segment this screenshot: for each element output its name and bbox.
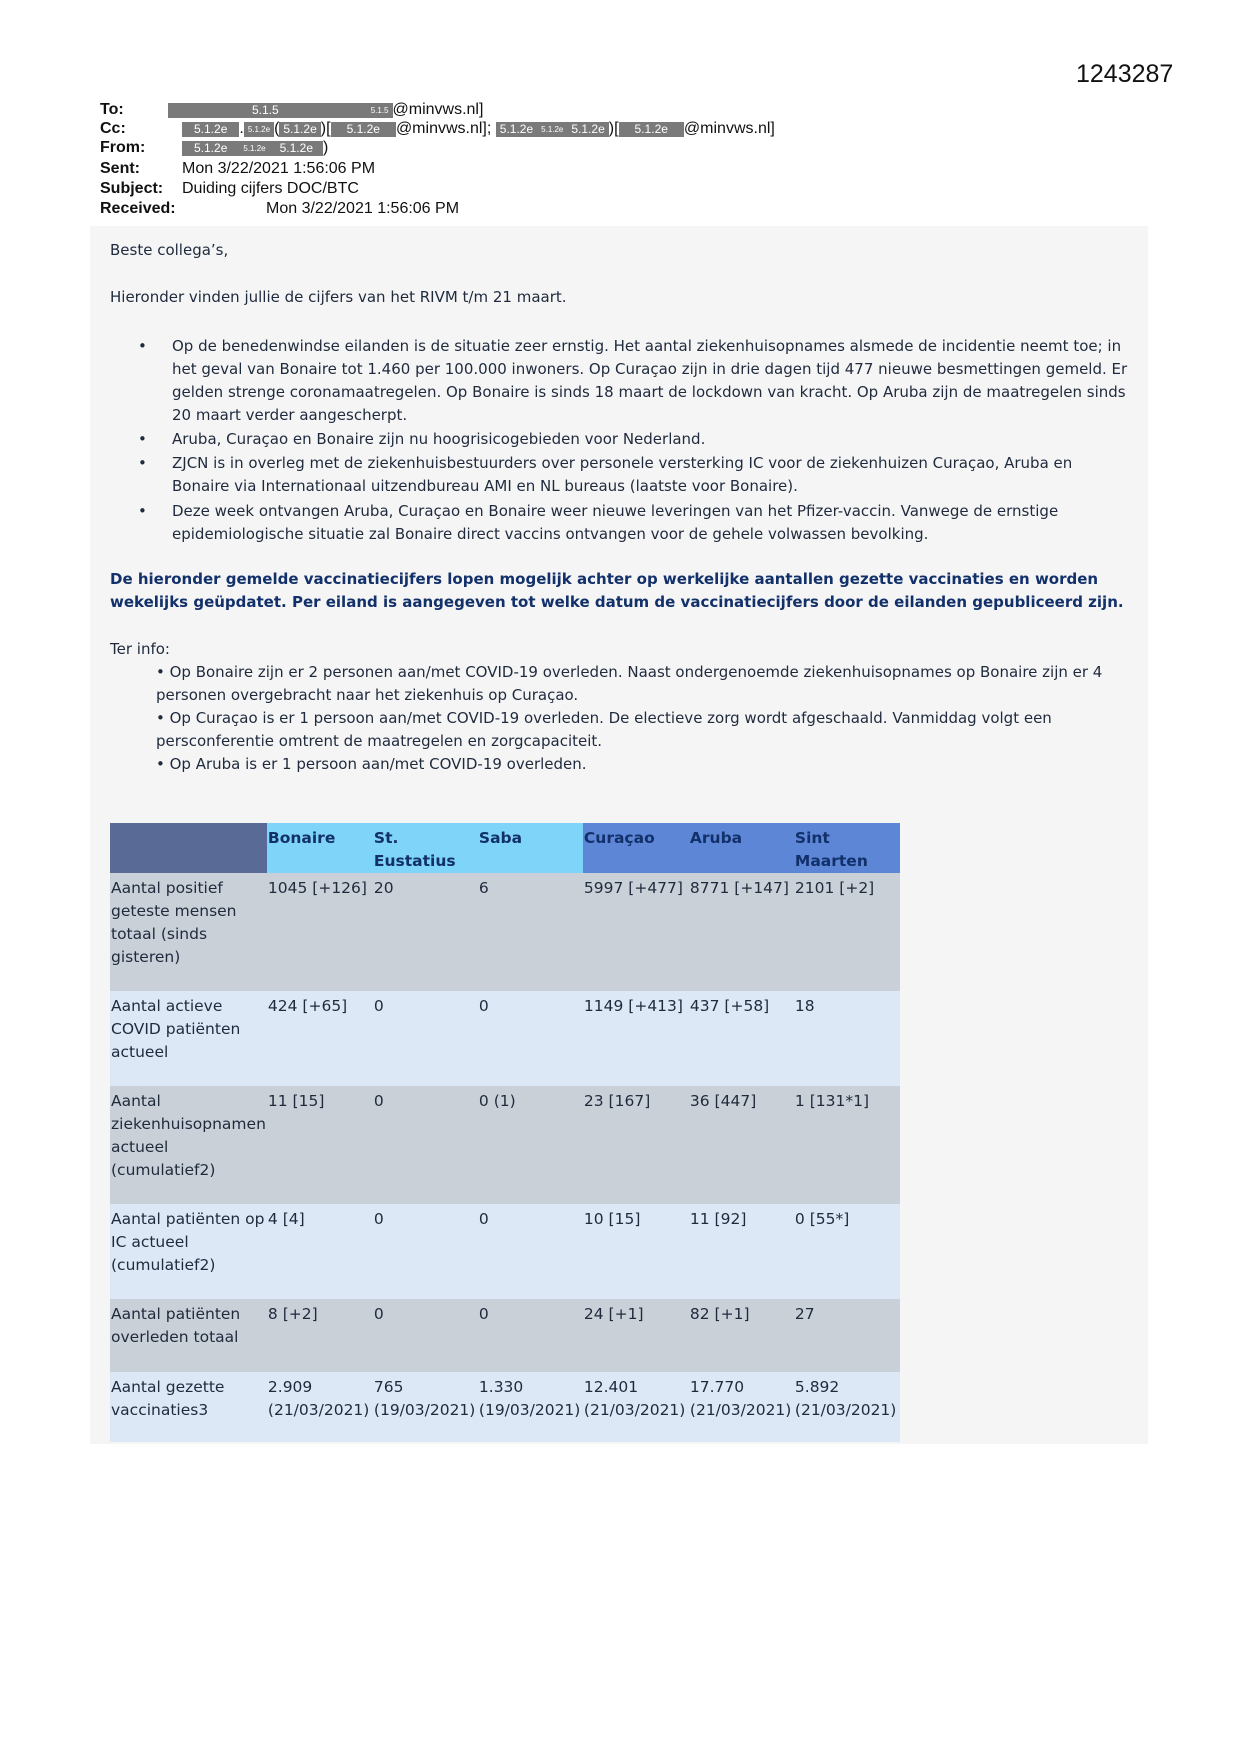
table-cell: 6 bbox=[478, 873, 583, 991]
redaction-block: 5.1.5 bbox=[168, 103, 367, 118]
table-cell: 5997 [+477] bbox=[583, 873, 689, 991]
row-label: Aantal positief geteste mensen totaal (sinds gisteren) bbox=[110, 873, 267, 991]
table-cell: 437 [+58] bbox=[689, 991, 794, 1086]
row-label: Aantal ziekenhuisopnamen actueel (cumulatief2) bbox=[110, 1086, 267, 1204]
table-row bbox=[110, 1086, 900, 1204]
column-header: Curaçao bbox=[583, 823, 689, 873]
table-cell: 424 [+65] bbox=[267, 991, 373, 1086]
table-cell: 23 [167] bbox=[583, 1086, 689, 1204]
column-header: Saba bbox=[478, 823, 583, 873]
cc-label: Cc: bbox=[100, 120, 126, 137]
cc-domain-1: @minvws.nl]; bbox=[395, 120, 492, 137]
email-header: To: 5.1.5 5.1.5 @minvws.nl] Cc: 5.1.2e . 5.1.2e ( 5.1.2e )[ 5.1.2e @minvws.nl]; 5.1.2e 5.1.2e 5.1.2e )[ 5.1.2e @minvws.nl] From: 5.1.2e 5.1.2e 5.1.2e ) Sent: Mon 3/22/2021 1:56:06 PM Subject: Duiding cijfers DOC/BTC Received: Mon 3/22/2021 1:56:06 PM bbox=[100, 101, 775, 217]
column-header: Bonaire bbox=[267, 823, 373, 873]
table-cell: 0 bbox=[373, 991, 478, 1086]
table-cell: 0 bbox=[373, 1086, 478, 1204]
table-cell: 12.401 (21/03/2021) bbox=[583, 1372, 689, 1442]
column-header: Sint Maarten bbox=[794, 823, 900, 873]
table-cell: 2101 [+2] bbox=[794, 873, 900, 991]
table-cell: 1045 [+126] bbox=[267, 873, 373, 991]
redaction-block: 5.1.2e bbox=[244, 122, 274, 137]
row-label: Aantal actieve COVID patiënten actueel bbox=[110, 991, 267, 1086]
from-label: From: bbox=[100, 139, 146, 156]
redaction-block: 5.1.2e bbox=[182, 141, 239, 156]
table-cell: 8 [+2] bbox=[267, 1299, 373, 1372]
table-cell: 11 [15] bbox=[267, 1086, 373, 1204]
table-cell: 1 [131*1] bbox=[794, 1086, 900, 1204]
sent-value: Mon 3/22/2021 1:56:06 PM bbox=[182, 160, 376, 177]
table-cell: 1149 [+413] bbox=[583, 991, 689, 1086]
table-cell: 20 bbox=[373, 873, 478, 991]
sent-label: Sent: bbox=[100, 160, 140, 177]
subject-label: Subject: bbox=[100, 180, 164, 197]
redaction-block: 5.1.2e bbox=[567, 122, 608, 137]
redaction-block: 5.1.5 bbox=[367, 103, 393, 118]
redaction-block: 5.1.2e bbox=[331, 122, 396, 137]
intro-text: Hieronder vinden jullie de cijfers van het RIVM t/m 21 maart. bbox=[110, 288, 567, 306]
table-cell: 27 bbox=[794, 1299, 900, 1372]
table-cell: 0 bbox=[478, 991, 583, 1086]
table-row bbox=[110, 1299, 900, 1372]
table-cell: 0 bbox=[373, 1299, 478, 1372]
table-cell: 2.909 (21/03/2021) bbox=[267, 1372, 373, 1442]
column-header: St. Eustatius bbox=[373, 823, 478, 873]
info-item: • Op Aruba is er 1 persoon aan/met COVID-19 overleden. bbox=[156, 755, 587, 773]
table-cell: 4 [4] bbox=[267, 1204, 373, 1299]
redaction-block: 5.1.2e bbox=[239, 141, 269, 156]
redaction-block: 5.1.2e bbox=[619, 122, 684, 137]
redaction-block: 5.1.2e bbox=[496, 122, 537, 137]
list-item: • Deze week ontvangen Aruba, Curaçao en Bonaire weer nieuwe leveringen van het Pfizer-vaccin. Vanwege de ernstige epidemiologische situatie zal Bonaire direct vaccins ontvangen voor de gehele volwassen bevolking. bbox=[138, 502, 1059, 543]
greeting: Beste collega’s, bbox=[110, 241, 229, 259]
received-value: Mon 3/22/2021 1:56:06 PM bbox=[266, 200, 460, 217]
table-row bbox=[110, 873, 900, 991]
table-cell: 0 bbox=[478, 1299, 583, 1372]
to-domain: @minvws.nl] bbox=[392, 101, 484, 118]
table-cell: 18 bbox=[794, 991, 900, 1086]
table-cell: 765 (19/03/2021) bbox=[373, 1372, 478, 1442]
table-cell: 5.892 (21/03/2021) bbox=[794, 1372, 900, 1442]
subject-value: Duiding cijfers DOC/BTC bbox=[182, 180, 359, 197]
to-label: To: bbox=[100, 101, 124, 118]
table-cell: 0 (1) bbox=[478, 1086, 583, 1204]
table-cell: 82 [+1] bbox=[689, 1299, 794, 1372]
covid-figures-table bbox=[110, 823, 900, 1442]
table-cell: 24 [+1] bbox=[583, 1299, 689, 1372]
table-row bbox=[110, 991, 900, 1086]
table-row bbox=[110, 1372, 900, 1442]
cc-domain-2: @minvws.nl] bbox=[683, 120, 775, 137]
column-header bbox=[110, 823, 267, 873]
list-item: • Aruba, Curaçao en Bonaire zijn nu hoogrisicogebieden voor Nederland. bbox=[138, 430, 706, 448]
redaction-block: 5.1.2e bbox=[537, 122, 567, 137]
column-header: Aruba bbox=[689, 823, 794, 873]
row-label: Aantal gezette vaccinaties3 bbox=[110, 1372, 267, 1442]
redaction-block: 5.1.2e bbox=[270, 141, 323, 156]
list-item: • ZJCN is in overleg met de ziekenhuisbestuurders over personele versterking IC voor de ziekenhuizen Curaçao, Aruba en Bonaire via Internationaal uitzendbureau AMI en NL bureaus (laatste voor Bonaire). bbox=[138, 454, 1073, 495]
ter-info-label: Ter info: bbox=[110, 640, 170, 658]
table-row bbox=[110, 1204, 900, 1299]
table-cell: 17.770 (21/03/2021) bbox=[689, 1372, 794, 1442]
row-label: Aantal patiënten op IC actueel (cumulatief2) bbox=[110, 1204, 267, 1299]
info-item: • Op Curaçao is er 1 persoon aan/met COVID-19 overleden. De electieve zorg wordt afgeschaald. Vanmiddag volgt een persconferentie omtrent de maatregelen en zorgcapaciteit. bbox=[156, 709, 1052, 750]
table-cell: 0 bbox=[373, 1204, 478, 1299]
table-cell: 0 [55*] bbox=[794, 1204, 900, 1299]
table-header-row bbox=[110, 823, 900, 873]
table-cell: 10 [15] bbox=[583, 1204, 689, 1299]
table-cell: 0 bbox=[478, 1204, 583, 1299]
list-item: • Op de benedenwindse eilanden is de situatie zeer ernstig. Het aantal ziekenhuisopnames alsmede de incidentie neemt toe; in het geval van Bonaire tot 1.460 per 100.000 inwoners. Op Curaçao zijn in drie dagen tijd 477 nieuwe besmettingen gemeld. Er gelden strenge coronamaatregelen. Op Bonaire is sinds 18 maart de lockdown van kracht. Op Aruba zijn de maatregelen sinds 20 maart verder aangescherpt. bbox=[138, 337, 1128, 424]
row-label: Aantal patiënten overleden totaal bbox=[110, 1299, 267, 1372]
info-item: • Op Bonaire zijn er 2 personen aan/met COVID-19 overleden. Naast ondergenoemde ziekenhuisopnames op Bonaire zijn er 4 personen overgebracht naar het ziekenhuis op Curaçao. bbox=[156, 663, 1103, 704]
table-cell: 1.330 (19/03/2021) bbox=[478, 1372, 583, 1442]
table-cell: 36 [447] bbox=[689, 1086, 794, 1204]
vaccination-note: De hieronder gemelde vaccinatiecijfers lopen mogelijk achter op werkelijke aantallen gezette vaccinaties en worden wekelijks geüpdatet. Per eiland is aangegeven tot welke datum de vaccinatiecijfers door de eilanden gepubliceerd zijn. bbox=[110, 570, 1124, 611]
table-cell: 11 [92] bbox=[689, 1204, 794, 1299]
received-label: Received: bbox=[100, 200, 176, 217]
redaction-block: 5.1.2e bbox=[182, 122, 239, 137]
redaction-block: 5.1.2e bbox=[279, 122, 320, 137]
document-number: 1243287 bbox=[1076, 60, 1174, 88]
table-cell: 8771 [+147] bbox=[689, 873, 794, 991]
